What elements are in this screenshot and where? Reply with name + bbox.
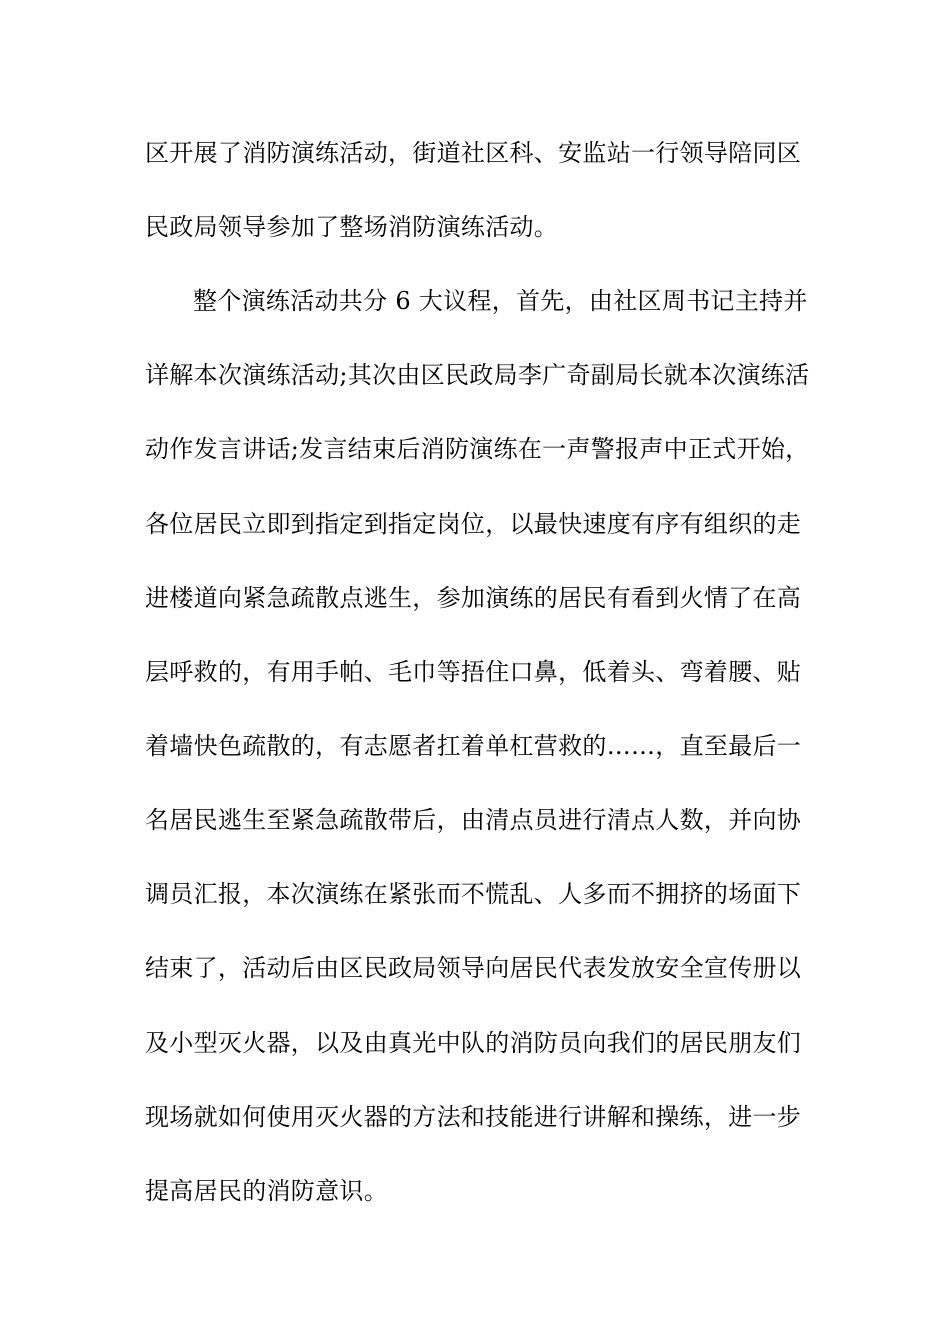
text-line: 进楼道向紧急疏散点逃生，参加演练的居民有看到火情了在高: [145, 584, 802, 612]
text-line: 结束了，活动后由区民政局领导向居民代表发放安全宣传册以: [145, 954, 802, 982]
text-line: 各位居民立即到指定到指定岗位，以最快速度有序有组织的走: [145, 510, 802, 538]
text-line: 详解本次演练活动;其次由区民政局李广奇副局长就本次演练活: [145, 361, 810, 389]
text-line: 民政局领导参加了整场消防演练活动。: [145, 213, 559, 241]
text-line: 现场就如何使用灭火器的方法和技能进行讲解和操练，进一步: [145, 1103, 802, 1131]
text-line: 调员汇报，本次演练在紧张而不慌乱、人多而不拥挤的场面下: [145, 880, 802, 908]
text-line: 动作发言讲话;发言结束后消防演练在一声警报声中正式开始，: [145, 435, 810, 463]
text-line: 区开展了消防演练活动，街道社区科、安监站一行领导陪同区: [145, 139, 802, 167]
text-line: 着墙快色疏散的，有志愿者扛着单杠营救的……，直至最后一: [145, 732, 802, 760]
text-line: 及小型灭火器，以及由真光中队的消防员向我们的居民朋友们: [145, 1029, 802, 1057]
text-line: 名居民逃生至紧急疏散带后，由清点员进行清点人数，并向协: [145, 806, 802, 834]
text-line: 层呼救的，有用手帕、毛巾等捂住口鼻，低着头、弯着腰、贴: [145, 658, 802, 686]
text-line: 整个演练活动共分 6 大议程，首先，由社区周书记主持并: [193, 287, 808, 315]
text-line: 提高居民的消防意识。: [145, 1177, 388, 1205]
